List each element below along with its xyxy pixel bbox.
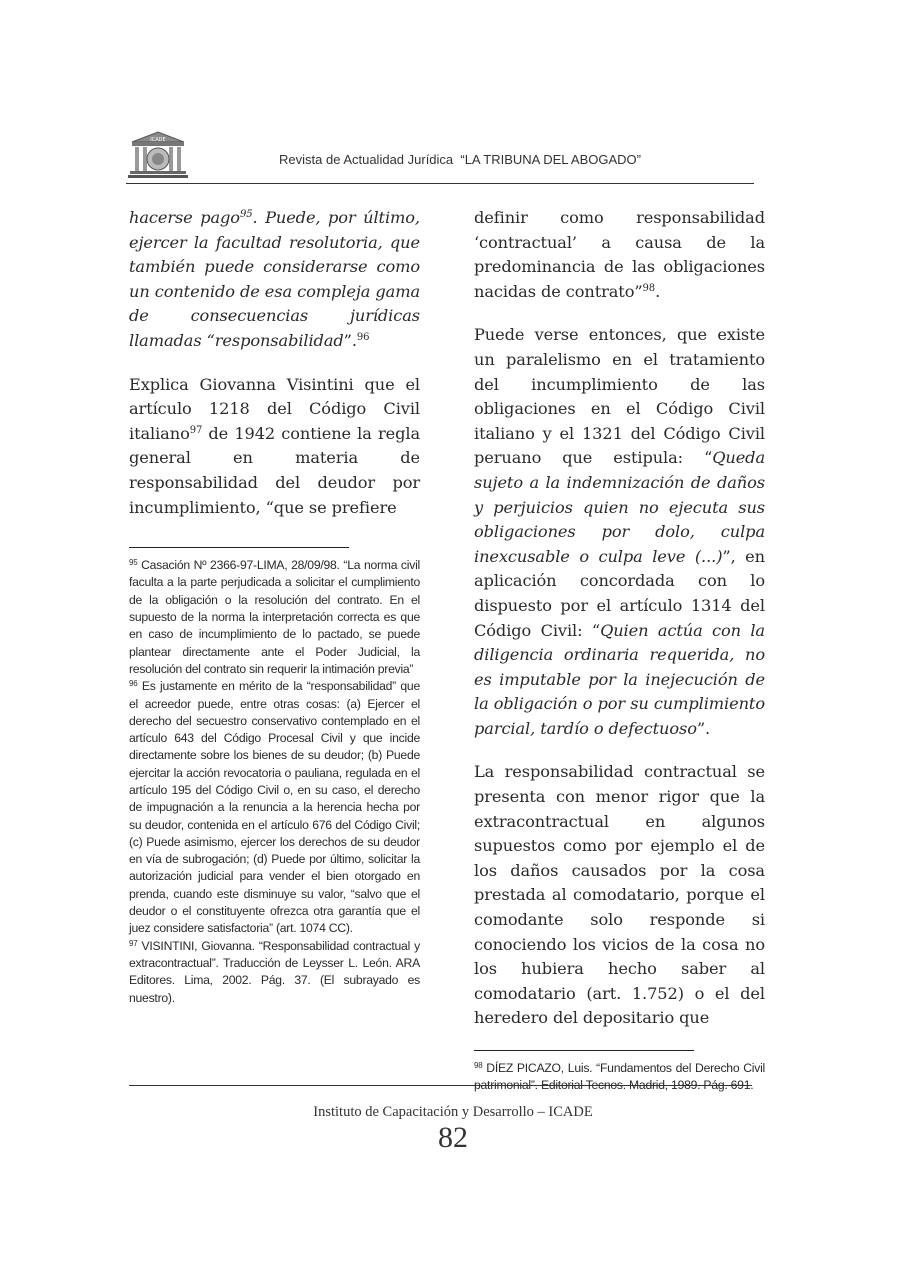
page-number: 82	[438, 1121, 468, 1154]
paragraph-text: ”, en aplicación concordada con lo dispuesto por el artículo 1314 del Código Civil: “	[474, 546, 765, 640]
footnote-ref-96[interactable]: 96	[356, 331, 370, 343]
journal-title: Revista de Actualidad Jurídica “LA TRIBUNA DEL ABOGADO”	[279, 152, 641, 167]
icade-logo	[126, 130, 190, 182]
quoted-article-1314: Quien actúa con la diligencia ordinaria requerida, no es imputable por la inejecución de la obligación o por su cumplimiento parcial, tardío o defectuoso	[474, 620, 765, 738]
italic-text: . Puede, por último, ejercer la facultad resolutoria, que también puede considerarse como un contenido de esa compleja gama de consecuencias jurídicas llamadas “responsabilidad	[129, 208, 420, 350]
punctuation: ”.	[696, 718, 711, 738]
paragraph-text: Puede verse entonces, que existe un paralelismo en el tratamiento del incumplimiento de las obligaciones en el Código Civil italiano y el 1321 del Código Civil peruano que estipula: “	[474, 325, 765, 468]
paragraph-text: Explica Giovanna Visintini que el artículo 1218 del Código Civil italiano	[129, 374, 420, 443]
paragraph-text: de 1942 contiene la regla general en materia de responsabilidad del deudor por incumplimiento, “que se prefiere	[129, 423, 420, 517]
footnote-97	[129, 938, 420, 1007]
quoted-article-1321: Queda sujeto a la indemnización de daños y perjuicios quien no ejecuta sus obligaciones por dolo, culpa inexcusable o culpa leve (...)	[474, 448, 765, 566]
right-paragraph-3: La responsabilidad contractual se presenta con menor rigor que la extracontractual en algunos supuestos como por ejemplo el de los daños causados por la cosa prestada al comodatario, porque el comodante solo responde si conociendo los vicios de la cosa no los hubiera hecho saber al comodatario (art. 1.752) o el del heredero del depositario que	[474, 762, 765, 1028]
footnote-ref-97[interactable]: 97	[189, 424, 203, 436]
footnote-text: Es justamente en mérito de la “responsabilidad” que el acreedor puede, entre otras cosas: (a) Ejercer el derecho del secuestro conservativo contemplado en el artículo 643 del Código Procesal Civil y que incide directamente sobre los bienes de su deudor; (b) Puede ejercitar la acción revocatoria o pauliana, regulada en el artículo 195 del Código Civil o, en su caso, el derecho de impugnación a la renuncia a la herencia hecha por su deudor, contenida en el artículo 676 del Código Civil; (c) Puede asimismo, ejercer los derechos de su deudor en vía de subrogación; (d) Puede por último, solicitar la autorización judicial para vender el bien otorgado en prenda, cuando este disminuye su valor, “salvo que el deudor o el constituyente ofrezca otra garantía que el juez considere satisfactoria” (art. 1074 CC).	[129, 679, 420, 936]
logo-text: ICADE	[150, 137, 166, 143]
footnote-divider	[129, 547, 349, 548]
footnote-divider	[474, 1050, 694, 1051]
left-column	[129, 206, 420, 1007]
footnote-98	[474, 1060, 765, 1095]
footnote-text: Casación Nº 2366-97-LIMA, 28/09/98. “La norma civil faculta a la parte perjudicada a solicitar el cumplimiento de la obligación o la resolución del contrato. En el supuesto de la norma la interpretación correcta es que en caso de incumplimiento de lo pactado, se puede plantear directamente ante el Poder Judicial, la resolución del contrato sin requerir la intimación previa”	[129, 558, 420, 676]
footnote-text: VISINTINI, Giovanna. “Responsabilidad contractual y extracontractual”. Traducción de Leysser L. León. ARA Editores. Lima, 2002. Pág. 37. (El subrayado es nuestro).	[129, 938, 420, 1005]
footnote-number: 98	[474, 1061, 483, 1070]
header-divider	[126, 183, 754, 184]
punctuation: ”.	[343, 330, 357, 350]
right-column	[474, 206, 765, 1095]
footnote-number: 95	[129, 558, 138, 568]
footnote-ref-98[interactable]: 98	[642, 282, 656, 294]
footnote-text: DÍEZ PICAZO, Luis. “Fundamentos del Derecho Civil patrimonial”. Editorial Tecnos. Madrid, 1989. Pág. 691.	[474, 1061, 765, 1093]
left-paragraph-2	[129, 373, 420, 521]
punctuation: .	[655, 281, 661, 301]
footer-institute: Instituto de Capacitación y Desarrollo – ICADE	[313, 1104, 593, 1120]
footer-divider	[129, 1085, 752, 1086]
left-paragraph-1	[129, 206, 420, 354]
footnote-ref-95[interactable]: 95	[239, 209, 253, 220]
italic-text: hacerse pago	[129, 208, 240, 227]
footnote-number: 97	[129, 938, 138, 948]
footnote-95	[129, 557, 420, 678]
right-paragraph-1	[474, 206, 765, 304]
right-paragraph-2	[474, 323, 765, 741]
footnote-96	[129, 678, 420, 937]
paragraph-text: definir como responsabilidad ‘contractual’ a causa de la predominancia de las obligaciones nacidas de contrato”	[474, 208, 765, 301]
footnote-number: 96	[129, 679, 138, 689]
